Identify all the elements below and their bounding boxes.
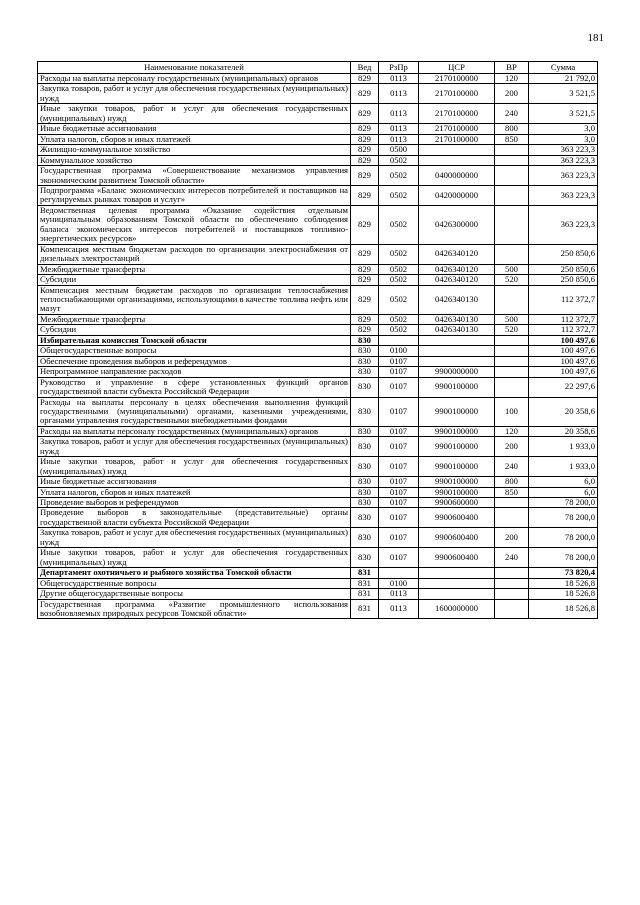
table-row: [38, 314, 598, 324]
cell-vr: 120: [495, 74, 529, 84]
cell-ved: 829: [351, 104, 379, 124]
cell-csr: [419, 568, 495, 578]
table-row: [38, 487, 598, 497]
cell-rzpr: 0107: [379, 426, 419, 436]
cell-csr: 0426340130: [419, 314, 495, 324]
cell-vr: 120: [495, 426, 529, 436]
table-header: [38, 62, 598, 74]
cell-vr: [495, 166, 529, 186]
cell-name: Иные закупки товаров, работ и услуг для обеспечения государственных (муниципальных) нужд: [38, 548, 351, 568]
cell-rzpr: 0113: [379, 84, 419, 104]
cell-ved: 829: [351, 205, 379, 244]
cell-vr: [495, 508, 529, 528]
cell-name: Расходы на выплаты персоналу государственных (муниципальных) органов: [38, 74, 351, 84]
cell-vr: 800: [495, 477, 529, 487]
cell-name: Проведение выборов в законодательные (представительные) органы государственной власти субъекта Российской Федерации: [38, 508, 351, 528]
cell-ved: 830: [351, 367, 379, 377]
cell-vr: 200: [495, 84, 529, 104]
cell-name: Государственная программа «Развитие промышленного использования возобновляемых природных ресурсов Томской области»: [38, 599, 351, 619]
cell-csr: 2170100000: [419, 134, 495, 144]
cell-ved: 829: [351, 185, 379, 205]
cell-rzpr: 0502: [379, 264, 419, 274]
cell-name: Ведомственная целевая программа «Оказание содействия отдельным муниципальным образованиям Томской области по обеспечению соблюдения баланса экономических интересов потребителей и поставщиков топливно-энергетических ресурсов»: [38, 205, 351, 244]
cell-sum: 20 358,6: [529, 426, 598, 436]
cell-vr: 200: [495, 437, 529, 457]
cell-name: Проведение выборов и референдумов: [38, 498, 351, 508]
table-row: [38, 477, 598, 487]
cell-vr: [495, 367, 529, 377]
cell-vr: 240: [495, 548, 529, 568]
cell-vr: [495, 589, 529, 599]
table-row: [38, 568, 598, 578]
cell-name: Компенсация местным бюджетам расходов по организации электроснабжения от дизельных электростанций: [38, 244, 351, 264]
cell-sum: 100 497,6: [529, 346, 598, 356]
table-row: [38, 325, 598, 335]
cell-ved: 830: [351, 346, 379, 356]
cell-ved: 829: [351, 325, 379, 335]
cell-ved: 831: [351, 578, 379, 588]
cell-name: Обеспечение проведения выборов и референдумов: [38, 356, 351, 366]
cell-ved: 831: [351, 589, 379, 599]
table-row: [38, 599, 598, 619]
cell-name: Жилищно-коммунальное хозяйство: [38, 145, 351, 155]
cell-vr: 850: [495, 487, 529, 497]
header-ved: Вед: [351, 62, 379, 74]
table-row: [38, 356, 598, 366]
cell-rzpr: 0113: [379, 104, 419, 124]
cell-ved: 829: [351, 285, 379, 314]
cell-ved: 830: [351, 437, 379, 457]
cell-name: Подпрограмма «Баланс экономических интересов потребителей и поставщиков на регулируемых рынках товаров и услуг»: [38, 185, 351, 205]
cell-name: Государственная программа «Совершенствование механизмов управления экономическим развитием Томской области»: [38, 166, 351, 186]
header-rzpr: РзПр: [379, 62, 419, 74]
cell-sum: 18 526,8: [529, 599, 598, 619]
cell-sum: 250 850,6: [529, 244, 598, 264]
cell-csr: 9900100000: [419, 377, 495, 397]
cell-ved: 830: [351, 377, 379, 397]
cell-sum: 3,0: [529, 124, 598, 134]
cell-ved: 830: [351, 426, 379, 436]
cell-sum: 363 223,3: [529, 205, 598, 244]
cell-rzpr: 0100: [379, 578, 419, 588]
cell-sum: 6,0: [529, 477, 598, 487]
cell-csr: 0426340130: [419, 285, 495, 314]
cell-csr: 9900100000: [419, 477, 495, 487]
cell-ved: 829: [351, 264, 379, 274]
cell-csr: 0420000000: [419, 185, 495, 205]
cell-rzpr: 0113: [379, 74, 419, 84]
table-row: [38, 548, 598, 568]
table-row: [38, 335, 598, 345]
cell-csr: 0426340120: [419, 275, 495, 285]
cell-rzpr: 0107: [379, 487, 419, 497]
header-row: [38, 62, 598, 74]
cell-ved: 830: [351, 477, 379, 487]
cell-ved: 830: [351, 487, 379, 497]
table-row: [38, 578, 598, 588]
cell-rzpr: 0107: [379, 367, 419, 377]
cell-vr: 240: [495, 457, 529, 477]
cell-csr: 9900100000: [419, 457, 495, 477]
cell-rzpr: 0502: [379, 314, 419, 324]
table-row: [38, 185, 598, 205]
cell-csr: 2170100000: [419, 124, 495, 134]
cell-rzpr: [379, 335, 419, 345]
cell-vr: 100: [495, 397, 529, 426]
cell-vr: [495, 346, 529, 356]
table-row: [38, 285, 598, 314]
cell-rzpr: 0107: [379, 548, 419, 568]
cell-vr: [495, 155, 529, 165]
cell-rzpr: 0502: [379, 285, 419, 314]
cell-rzpr: 0502: [379, 205, 419, 244]
cell-sum: 22 297,6: [529, 377, 598, 397]
table-row: [38, 104, 598, 124]
cell-sum: 18 526,8: [529, 589, 598, 599]
cell-csr: 9900100000: [419, 397, 495, 426]
cell-vr: 800: [495, 124, 529, 134]
table-row: [38, 145, 598, 155]
cell-vr: [495, 599, 529, 619]
cell-name: Уплата налогов, сборов и иных платежей: [38, 134, 351, 144]
cell-ved: 831: [351, 568, 379, 578]
cell-name: Закупка товаров, работ и услуг для обеспечения государственных (муниципальных) нужд: [38, 84, 351, 104]
cell-ved: 829: [351, 275, 379, 285]
table-row: [38, 498, 598, 508]
table-row: [38, 367, 598, 377]
cell-rzpr: 0502: [379, 275, 419, 285]
cell-rzpr: 0502: [379, 185, 419, 205]
table-row: [38, 155, 598, 165]
cell-vr: 850: [495, 134, 529, 144]
cell-rzpr: 0107: [379, 356, 419, 366]
cell-csr: 9900100000: [419, 487, 495, 497]
table-row: [38, 377, 598, 397]
cell-csr: 0400000000: [419, 166, 495, 186]
cell-vr: 240: [495, 104, 529, 124]
cell-rzpr: 0107: [379, 377, 419, 397]
cell-name: Общегосударственные вопросы: [38, 346, 351, 356]
cell-ved: 829: [351, 145, 379, 155]
cell-csr: 0426340120: [419, 264, 495, 274]
cell-sum: 363 223,3: [529, 166, 598, 186]
cell-sum: 363 223,3: [529, 145, 598, 155]
cell-ved: 831: [351, 599, 379, 619]
cell-name: Избирательная комиссия Томской области: [38, 335, 351, 345]
cell-ved: 830: [351, 335, 379, 345]
cell-csr: [419, 356, 495, 366]
cell-csr: 9900600400: [419, 548, 495, 568]
cell-vr: [495, 285, 529, 314]
cell-vr: [495, 568, 529, 578]
cell-ved: 829: [351, 74, 379, 84]
cell-csr: [419, 589, 495, 599]
cell-name: Межбюджетные трансферты: [38, 314, 351, 324]
cell-vr: [495, 244, 529, 264]
cell-name: Общегосударственные вопросы: [38, 578, 351, 588]
cell-csr: [419, 145, 495, 155]
cell-ved: 829: [351, 124, 379, 134]
cell-sum: 363 223,3: [529, 155, 598, 165]
cell-name: Иные закупки товаров, работ и услуг для обеспечения государственных (муниципальных) нужд: [38, 457, 351, 477]
cell-sum: 3 521,5: [529, 104, 598, 124]
cell-rzpr: 0500: [379, 145, 419, 155]
cell-sum: 100 497,6: [529, 356, 598, 366]
cell-csr: 2170100000: [419, 74, 495, 84]
cell-rzpr: 0113: [379, 124, 419, 134]
cell-name: Закупка товаров, работ и услуг для обеспечения государственных (муниципальных) нужд: [38, 437, 351, 457]
cell-vr: 500: [495, 314, 529, 324]
cell-ved: 829: [351, 244, 379, 264]
cell-rzpr: 0107: [379, 477, 419, 487]
table-row: [38, 84, 598, 104]
cell-csr: 2170100000: [419, 84, 495, 104]
table-row: [38, 397, 598, 426]
cell-sum: 18 526,8: [529, 578, 598, 588]
table-row: [38, 244, 598, 264]
cell-name: Иные закупки товаров, работ и услуг для обеспечения государственных (муниципальных) нужд: [38, 104, 351, 124]
table-row: [38, 166, 598, 186]
table-row: [38, 508, 598, 528]
cell-csr: 0426340120: [419, 244, 495, 264]
table-row: [38, 205, 598, 244]
table-row: [38, 74, 598, 84]
cell-rzpr: 0502: [379, 155, 419, 165]
cell-name: Закупка товаров, работ и услуг для обеспечения государственных (муниципальных) нужд: [38, 528, 351, 548]
cell-vr: [495, 578, 529, 588]
cell-sum: 112 372,7: [529, 314, 598, 324]
cell-ved: 829: [351, 314, 379, 324]
cell-vr: 200: [495, 528, 529, 548]
cell-csr: 9900100000: [419, 426, 495, 436]
cell-name: Иные бюджетные ассигнования: [38, 124, 351, 134]
cell-sum: 3 521,5: [529, 84, 598, 104]
cell-rzpr: 0113: [379, 599, 419, 619]
cell-name: Коммунальное хозяйство: [38, 155, 351, 165]
header-csr: ЦСР: [419, 62, 495, 74]
table-row: [38, 528, 598, 548]
cell-csr: [419, 578, 495, 588]
cell-ved: 830: [351, 397, 379, 426]
cell-csr: [419, 155, 495, 165]
cell-vr: [495, 356, 529, 366]
cell-vr: 500: [495, 264, 529, 274]
cell-name: Расходы на выплаты персоналу государственных (муниципальных) органов: [38, 426, 351, 436]
table-body: [38, 74, 598, 619]
table-row: [38, 426, 598, 436]
cell-sum: 100 497,6: [529, 335, 598, 345]
cell-rzpr: 0107: [379, 457, 419, 477]
header-vr: ВР: [495, 62, 529, 74]
cell-rzpr: 0100: [379, 346, 419, 356]
header-sum: Сумма: [529, 62, 598, 74]
cell-csr: 9900600400: [419, 508, 495, 528]
cell-sum: 363 223,3: [529, 185, 598, 205]
cell-sum: 112 372,7: [529, 285, 598, 314]
cell-ved: 830: [351, 457, 379, 477]
cell-name: Компенсация местным бюджетам расходов по организации теплоснабжения теплоснабжающими организациями, использующими в качестве топлива нефть или мазут: [38, 285, 351, 314]
cell-vr: 520: [495, 275, 529, 285]
cell-name: Руководство и управление в сфере установленных функций органов государственной власти субъекта Российской Федерации: [38, 377, 351, 397]
cell-sum: 3,0: [529, 134, 598, 144]
cell-rzpr: 0107: [379, 528, 419, 548]
cell-sum: 73 820,4: [529, 568, 598, 578]
table-row: [38, 457, 598, 477]
cell-name: Расходы на выплаты персоналу в целях обеспечения выполнения функций государственными (муниципальными) органами, казенными учреждениями, органами управления государственными внебюджетными фондами: [38, 397, 351, 426]
cell-name: Иные бюджетные ассигнования: [38, 477, 351, 487]
cell-sum: 78 200,0: [529, 498, 598, 508]
cell-vr: [495, 185, 529, 205]
cell-vr: [495, 205, 529, 244]
cell-ved: 830: [351, 548, 379, 568]
cell-ved: 829: [351, 155, 379, 165]
cell-name: Межбюджетные трансферты: [38, 264, 351, 274]
table-row: [38, 589, 598, 599]
cell-ved: 830: [351, 356, 379, 366]
cell-csr: 0426300000: [419, 205, 495, 244]
cell-rzpr: 0107: [379, 437, 419, 457]
cell-name: Другие общегосударственные вопросы: [38, 589, 351, 599]
cell-csr: 0426340130: [419, 325, 495, 335]
cell-name: Субсидии: [38, 275, 351, 285]
cell-sum: 1 933,0: [529, 437, 598, 457]
cell-csr: 1600000000: [419, 599, 495, 619]
cell-csr: 9900600000: [419, 498, 495, 508]
cell-sum: 78 200,0: [529, 528, 598, 548]
cell-ved: 829: [351, 166, 379, 186]
cell-csr: 9900600400: [419, 528, 495, 548]
cell-sum: 78 200,0: [529, 508, 598, 528]
cell-rzpr: 0502: [379, 166, 419, 186]
cell-sum: 112 372,7: [529, 325, 598, 335]
cell-vr: [495, 377, 529, 397]
cell-csr: 9900100000: [419, 437, 495, 457]
cell-csr: [419, 346, 495, 356]
cell-vr: [495, 498, 529, 508]
cell-rzpr: 0502: [379, 244, 419, 264]
budget-table: [37, 61, 598, 619]
table-row: [38, 134, 598, 144]
cell-rzpr: 0502: [379, 325, 419, 335]
cell-name: Непрограммное направление расходов: [38, 367, 351, 377]
cell-ved: 829: [351, 84, 379, 104]
cell-rzpr: 0107: [379, 498, 419, 508]
cell-csr: 2170100000: [419, 104, 495, 124]
cell-name: Уплата налогов, сборов и иных платежей: [38, 487, 351, 497]
cell-sum: 78 200,0: [529, 548, 598, 568]
cell-sum: 250 850,6: [529, 264, 598, 274]
table-row: [38, 124, 598, 134]
table-row: [38, 275, 598, 285]
header-name: Наименование показателей: [38, 62, 351, 74]
table-row: [38, 264, 598, 274]
cell-rzpr: 0107: [379, 397, 419, 426]
cell-sum: 100 497,6: [529, 367, 598, 377]
cell-ved: 830: [351, 508, 379, 528]
cell-vr: [495, 145, 529, 155]
cell-vr: [495, 335, 529, 345]
cell-ved: 830: [351, 528, 379, 548]
cell-csr: [419, 335, 495, 345]
cell-rzpr: 0107: [379, 508, 419, 528]
cell-name: Субсидии: [38, 325, 351, 335]
cell-vr: 520: [495, 325, 529, 335]
cell-sum: 20 358,6: [529, 397, 598, 426]
cell-ved: 829: [351, 134, 379, 144]
table-row: [38, 346, 598, 356]
cell-csr: 9900000000: [419, 367, 495, 377]
cell-sum: 6,0: [529, 487, 598, 497]
cell-name: Департамент охотничьего и рыбного хозяйства Томской области: [38, 568, 351, 578]
cell-rzpr: [379, 568, 419, 578]
cell-sum: 21 792,0: [529, 74, 598, 84]
page-number: 181: [587, 32, 604, 44]
cell-rzpr: 0113: [379, 134, 419, 144]
cell-sum: 1 933,0: [529, 457, 598, 477]
cell-rzpr: 0113: [379, 589, 419, 599]
cell-sum: 250 850,6: [529, 275, 598, 285]
table-row: [38, 437, 598, 457]
cell-ved: 830: [351, 498, 379, 508]
